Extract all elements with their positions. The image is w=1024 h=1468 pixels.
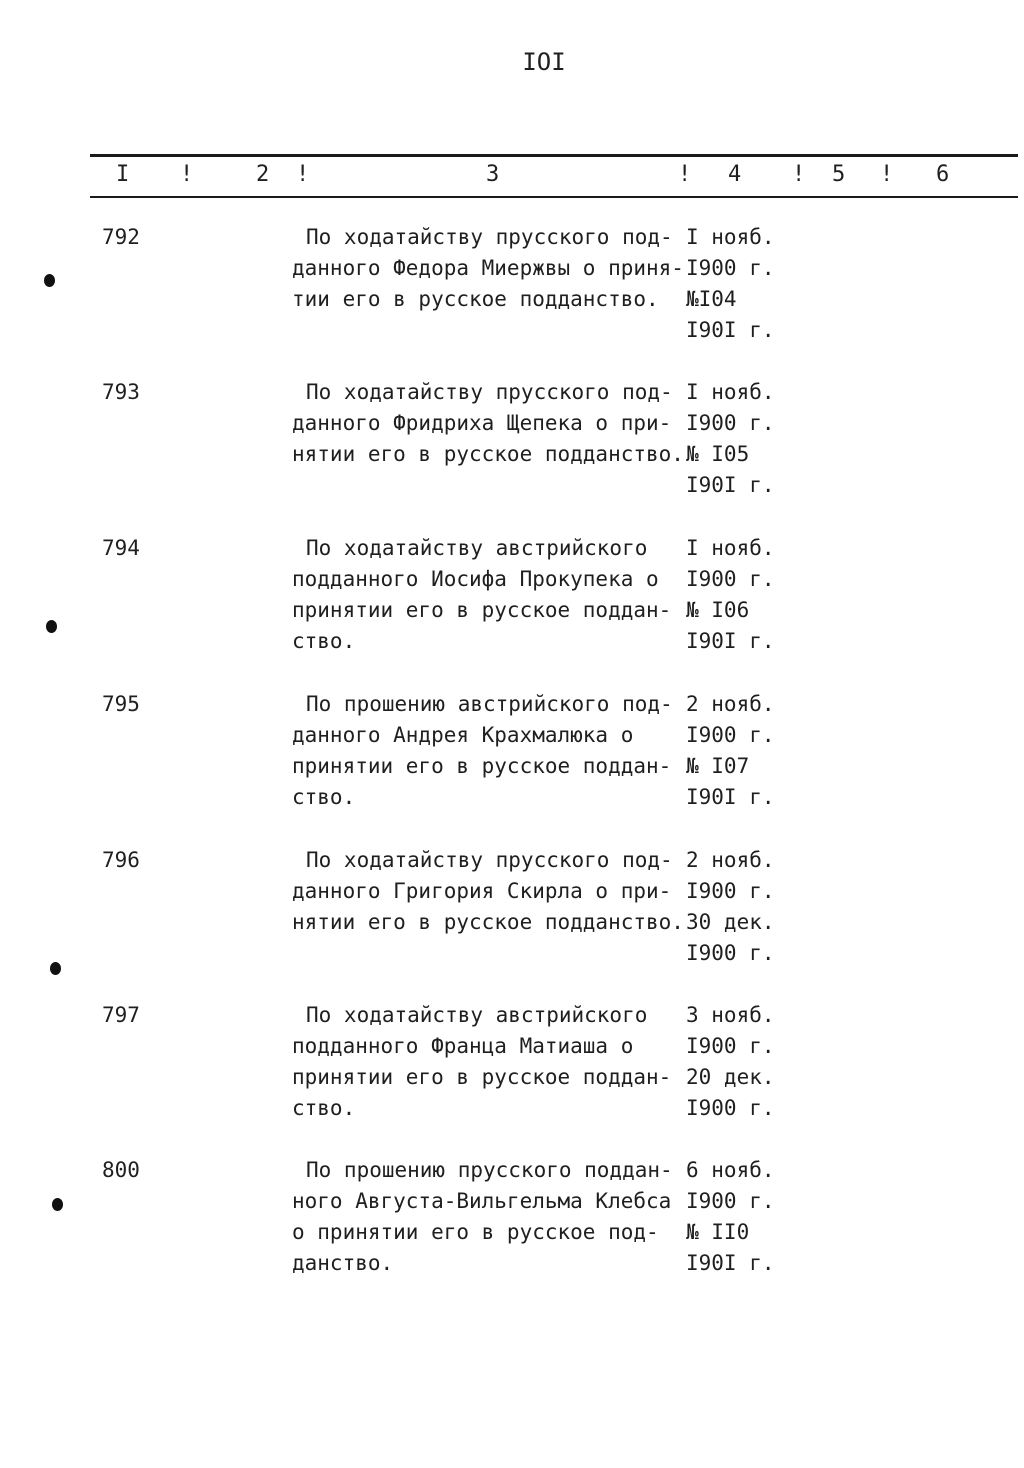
header-separator: !	[296, 162, 310, 187]
header-col-5: 5	[832, 162, 846, 187]
entry-number: 800	[102, 1158, 140, 1182]
entry-number: 797	[102, 1003, 140, 1027]
entry-description: По ходатайству прусского под- данного Фридриха Щепека о при- нятии его в русское подданство.	[292, 380, 684, 466]
entry-number: 796	[102, 848, 140, 872]
entry-dates: I нояб. I900 г. №I04 I90I г.	[686, 225, 775, 342]
entry-number: 794	[102, 536, 140, 560]
table-header-bottom-rule	[90, 196, 1018, 198]
entry-dates: I нояб. I900 г. № I05 I90I г.	[686, 380, 775, 497]
punch-hole	[44, 274, 55, 287]
header-col-4: 4	[728, 162, 742, 187]
entry-dates: 2 нояб. I900 г. 30 дек. I900 г.	[686, 848, 775, 965]
header-separator: !	[880, 162, 894, 187]
entry-dates: 6 нояб. I900 г. № II0 I90I г.	[686, 1158, 775, 1275]
register-entry	[0, 1155, 1024, 1285]
header-col-2: 2	[256, 162, 270, 187]
entry-description: По ходатайству прусского под- данного Григория Скирла о при- нятии его в русское подданство.	[292, 848, 684, 934]
entry-number: 792	[102, 225, 140, 249]
entry-description: По ходатайству прусского под- данного Федора Миержвы о приня- тии его в русское подданство.	[292, 225, 684, 311]
entry-number: 793	[102, 380, 140, 404]
page-number: IOI	[522, 48, 566, 76]
entry-dates: 2 нояб. I900 г. № I07 I90I г.	[686, 692, 775, 809]
entry-description: По прошению прусского поддан- ного Августа-Вильгельма Клебса о принятии его в русское под- данство.	[292, 1158, 673, 1275]
punch-hole	[50, 962, 61, 975]
header-separator: !	[792, 162, 806, 187]
table-header-row	[0, 162, 1024, 190]
entry-dates: I нояб. I900 г. № I06 I90I г.	[686, 536, 775, 653]
register-entry	[0, 377, 1024, 507]
entry-number: 795	[102, 692, 140, 716]
header-col-1: I	[116, 162, 130, 187]
entry-description: По ходатайству австрийского подданного Иосифа Прокупека о принятии его в русское поддан- ство.	[292, 536, 672, 653]
table-header-top-rule	[90, 154, 1018, 157]
header-col-3: 3	[486, 162, 500, 187]
entry-description: По прошению австрийского под- данного Андрея Крахмалюка о принятии его в русское поддан- ство.	[292, 692, 673, 809]
register-entry	[0, 1000, 1024, 1130]
register-entry	[0, 845, 1024, 975]
register-entry	[0, 689, 1024, 819]
entry-description: По ходатайству австрийского подданного Франца Матиаша о принятии его в русское поддан- ство.	[292, 1003, 672, 1120]
punch-hole	[52, 1198, 63, 1211]
punch-hole	[46, 620, 57, 633]
header-col-6: 6	[936, 162, 950, 187]
register-entry	[0, 222, 1024, 352]
header-separator: !	[180, 162, 194, 187]
header-separator: !	[678, 162, 692, 187]
entry-dates: 3 нояб. I900 г. 20 дек. I900 г.	[686, 1003, 775, 1120]
register-entry	[0, 533, 1024, 663]
